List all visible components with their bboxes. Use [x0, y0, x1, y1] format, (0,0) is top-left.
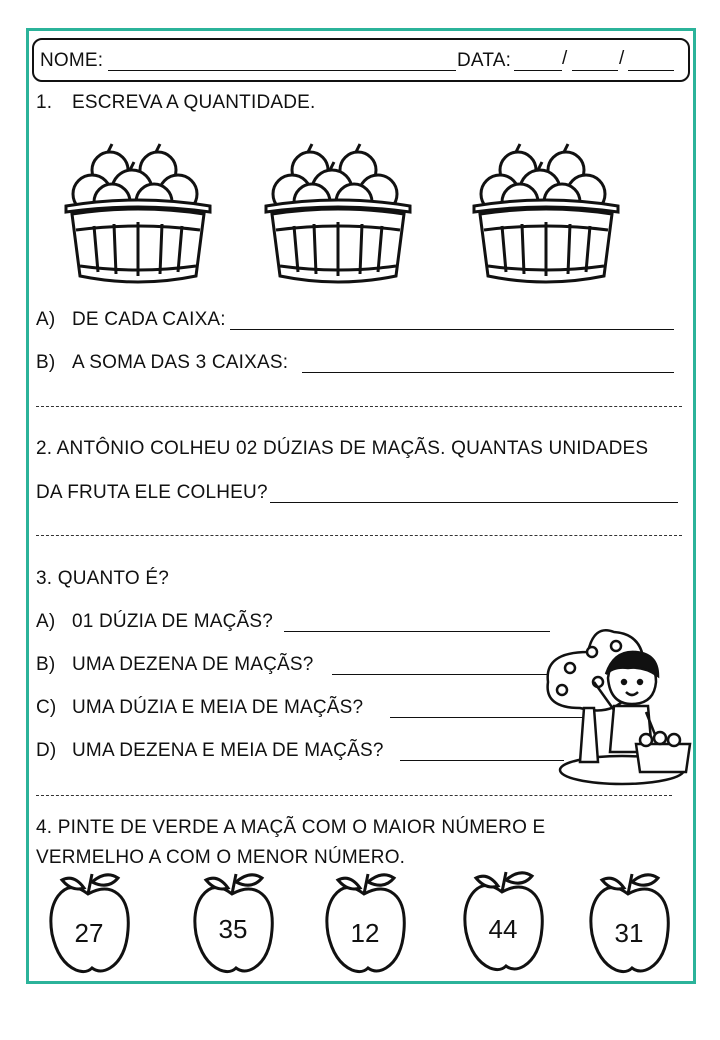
q3-b-text: UMA DEZENA DE MAÇÃS? — [72, 654, 314, 675]
q1-a-answer-field[interactable] — [230, 329, 674, 330]
header-box — [32, 38, 690, 82]
q3-title: 3. QUANTO É? — [36, 568, 169, 589]
apple-27[interactable] — [48, 870, 130, 974]
q3-d-text: UMA DEZENA E MEIA DE MAÇÃS? — [72, 740, 384, 761]
apple-number: 12 — [350, 918, 380, 948]
date-year-field[interactable] — [628, 70, 674, 71]
date-separator: / — [619, 48, 625, 69]
section-divider — [36, 406, 682, 407]
date-month-field[interactable] — [572, 70, 618, 71]
q1-b-marker: B) — [36, 352, 56, 373]
q2-line2: DA FRUTA ELE COLHEU? — [36, 482, 268, 503]
date-day-field[interactable] — [514, 70, 562, 71]
q4-line2: VERMELHO A COM O MENOR NÚMERO. — [36, 847, 406, 868]
apple-12[interactable] — [324, 870, 406, 974]
q3-c-marker: C) — [36, 697, 57, 718]
apple-35[interactable] — [192, 870, 274, 974]
apple-31[interactable] — [588, 870, 670, 974]
section-divider — [36, 795, 672, 796]
q3-d-marker: D) — [36, 740, 57, 761]
apple-44[interactable] — [462, 868, 544, 972]
apple-basket-icon — [262, 142, 414, 292]
apple-basket-icon — [470, 142, 622, 292]
name-field[interactable] — [108, 70, 456, 71]
q3-b-answer-field[interactable] — [332, 674, 550, 675]
q1-a-text: DE CADA CAIXA: — [72, 309, 226, 330]
q1-a-marker: A) — [36, 309, 56, 330]
apple-number: 31 — [614, 918, 644, 948]
q2-answer-field[interactable] — [270, 502, 678, 503]
q3-a-marker: A) — [36, 611, 56, 632]
apple-number: 27 — [74, 918, 104, 948]
q3-b-marker: B) — [36, 654, 56, 675]
date-label: DATA: — [457, 50, 512, 71]
apple-basket-icon — [62, 142, 214, 292]
section-divider — [36, 535, 682, 536]
date-separator: / — [562, 48, 568, 69]
q3-a-text: 01 DÚZIA DE MAÇÃS? — [72, 611, 274, 632]
boy-picking-apples-illustration — [540, 612, 692, 788]
q1-b-text: A SOMA DAS 3 CAIXAS: — [72, 352, 289, 373]
q3-a-answer-field[interactable] — [284, 631, 550, 632]
q4-line1: 4. PINTE DE VERDE A MAÇÃ COM O MAIOR NÚMERO E — [36, 817, 546, 838]
apple-number: 44 — [488, 914, 518, 944]
q1-number: 1. — [36, 92, 53, 113]
q1-title: ESCREVA A QUANTIDADE. — [72, 92, 316, 113]
name-label: NOME: — [40, 50, 104, 71]
q3-c-text: UMA DÚZIA E MEIA DE MAÇÃS? — [72, 697, 364, 718]
q1-b-answer-field[interactable] — [302, 372, 674, 373]
q2-line1: 2. ANTÔNIO COLHEU 02 DÚZIAS DE MAÇÃS. QUANTAS UNIDADES — [36, 438, 649, 459]
apple-number: 35 — [218, 914, 248, 944]
